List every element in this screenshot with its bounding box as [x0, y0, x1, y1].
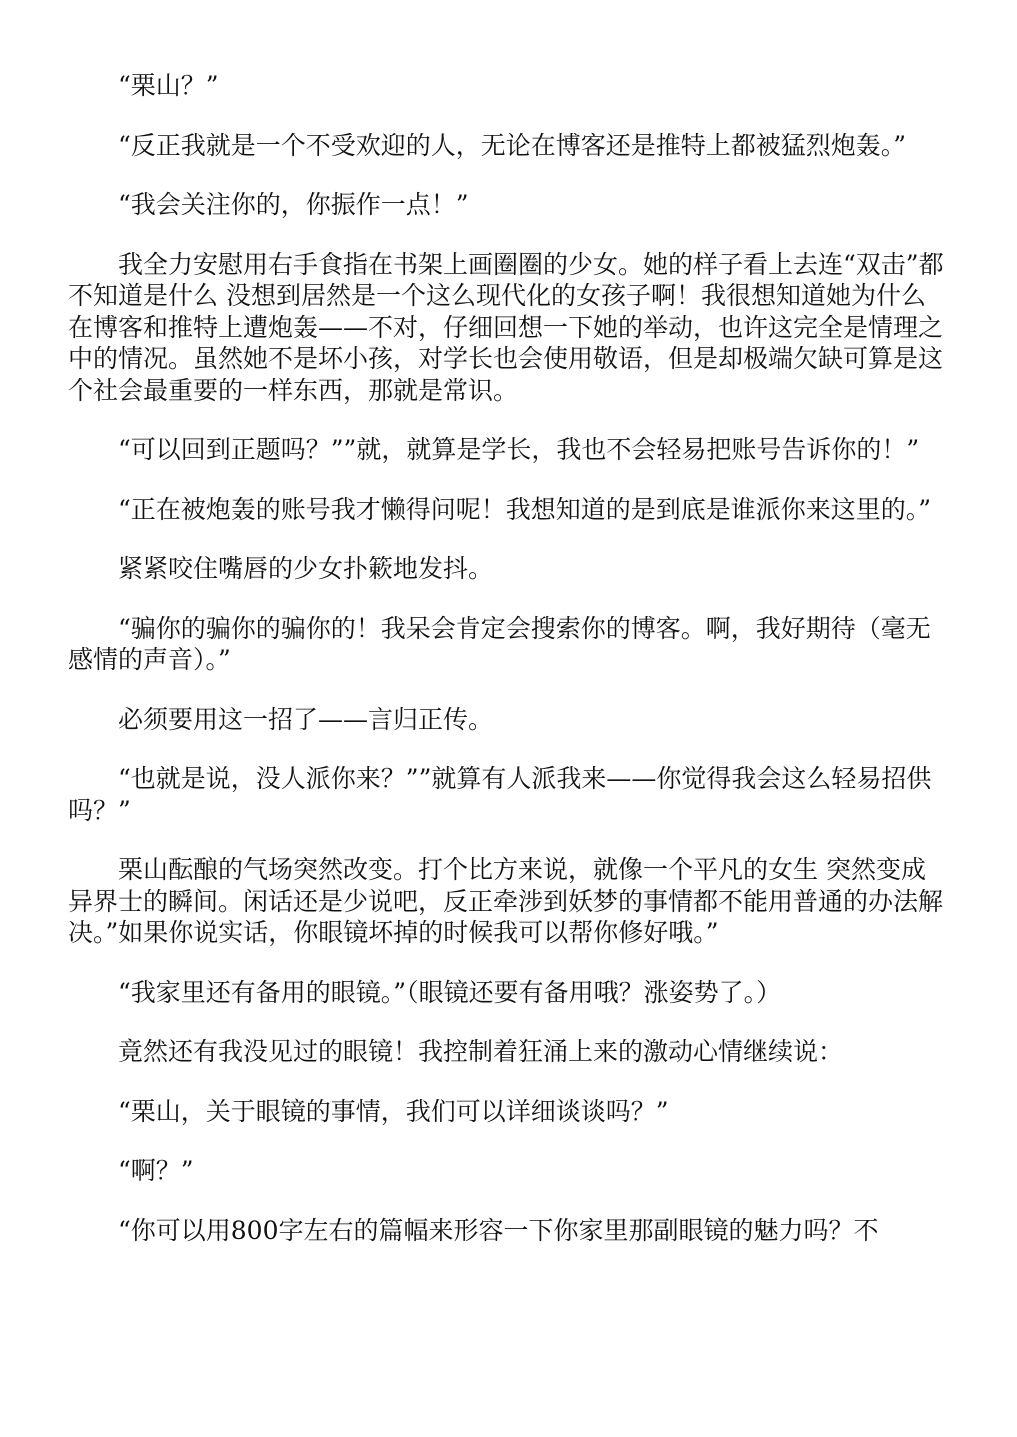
- paragraph: “栗山，关于眼镜的事情，我们可以详细谈谈吗？”: [118, 1096, 669, 1126]
- paragraph: “啊？”: [118, 1156, 194, 1185]
- paragraph: “我会关注你的，你振作一点！”: [118, 190, 469, 219]
- paragraph: 紧紧咬住嘴唇的少女扑簌地发抖。: [118, 554, 494, 583]
- paragraph: “反正我就是一个不受欢迎的人，无论在博客还是推特上都被猛烈炮轰。”: [118, 130, 907, 160]
- paragraph: “也就是说，没人派你来？””就算有人派我来——你觉得我会这么轻易招供吗？”: [68, 764, 932, 825]
- paragraph: “骗你的骗你的骗你的！我呆会肯定会搜索你的博客。啊，我好期待（毫无感情的声音）。”: [68, 613, 931, 674]
- paragraph: “正在被炮轰的账号我才懒得问呢！我想知道的是到底是谁派你来这里的。”: [118, 494, 932, 524]
- paragraph: “栗山？”: [118, 71, 219, 100]
- paragraph: 竟然还有我没见过的眼镜！我控制着狂涌上来的激动心情继续说：: [118, 1037, 844, 1066]
- paragraph: 必须要用这一招了——言归正传。: [118, 704, 494, 734]
- paragraph: “可以回到正题吗？””就，就算是学长，我也不会轻易把账号告诉你的！”: [118, 435, 920, 464]
- paragraph: “你可以用800字左右的篇幅来形容一下你家里那副眼镜的魅力吗？不: [118, 1215, 879, 1245]
- paragraph: 栗山酝酿的气场突然改变。打个比方来说，就像一个平凡的女生 突然变成异界士的瞬间。闲话还是少说吧，反正牵涉到妖梦的事情都不能用普通的办法解决。”如果你说实话，你眼镜坏掉的时候我可以帮你修好哦。”: [68, 855, 944, 947]
- paragraph: “我家里还有备用的眼镜。”（眼镜还要有备用哦？涨姿势了。）: [118, 977, 782, 1007]
- paragraph: 我全力安慰用右手食指在书架上画圈圈的少女。她的样子看上去连“双击”都不知道是什么 没想到居然是一个这么现代化的女孩子啊！我很想知道她为什么在博客和推特上遭炮轰——不对，仔细回想一下她的举动，也许这完全是情理之中的情况。虽然她不是坏小孩，对学长也会使用敬语，但是却极端欠缺可算是这个社会最重要的一样东西，那就是常识。: [68, 249, 944, 405]
